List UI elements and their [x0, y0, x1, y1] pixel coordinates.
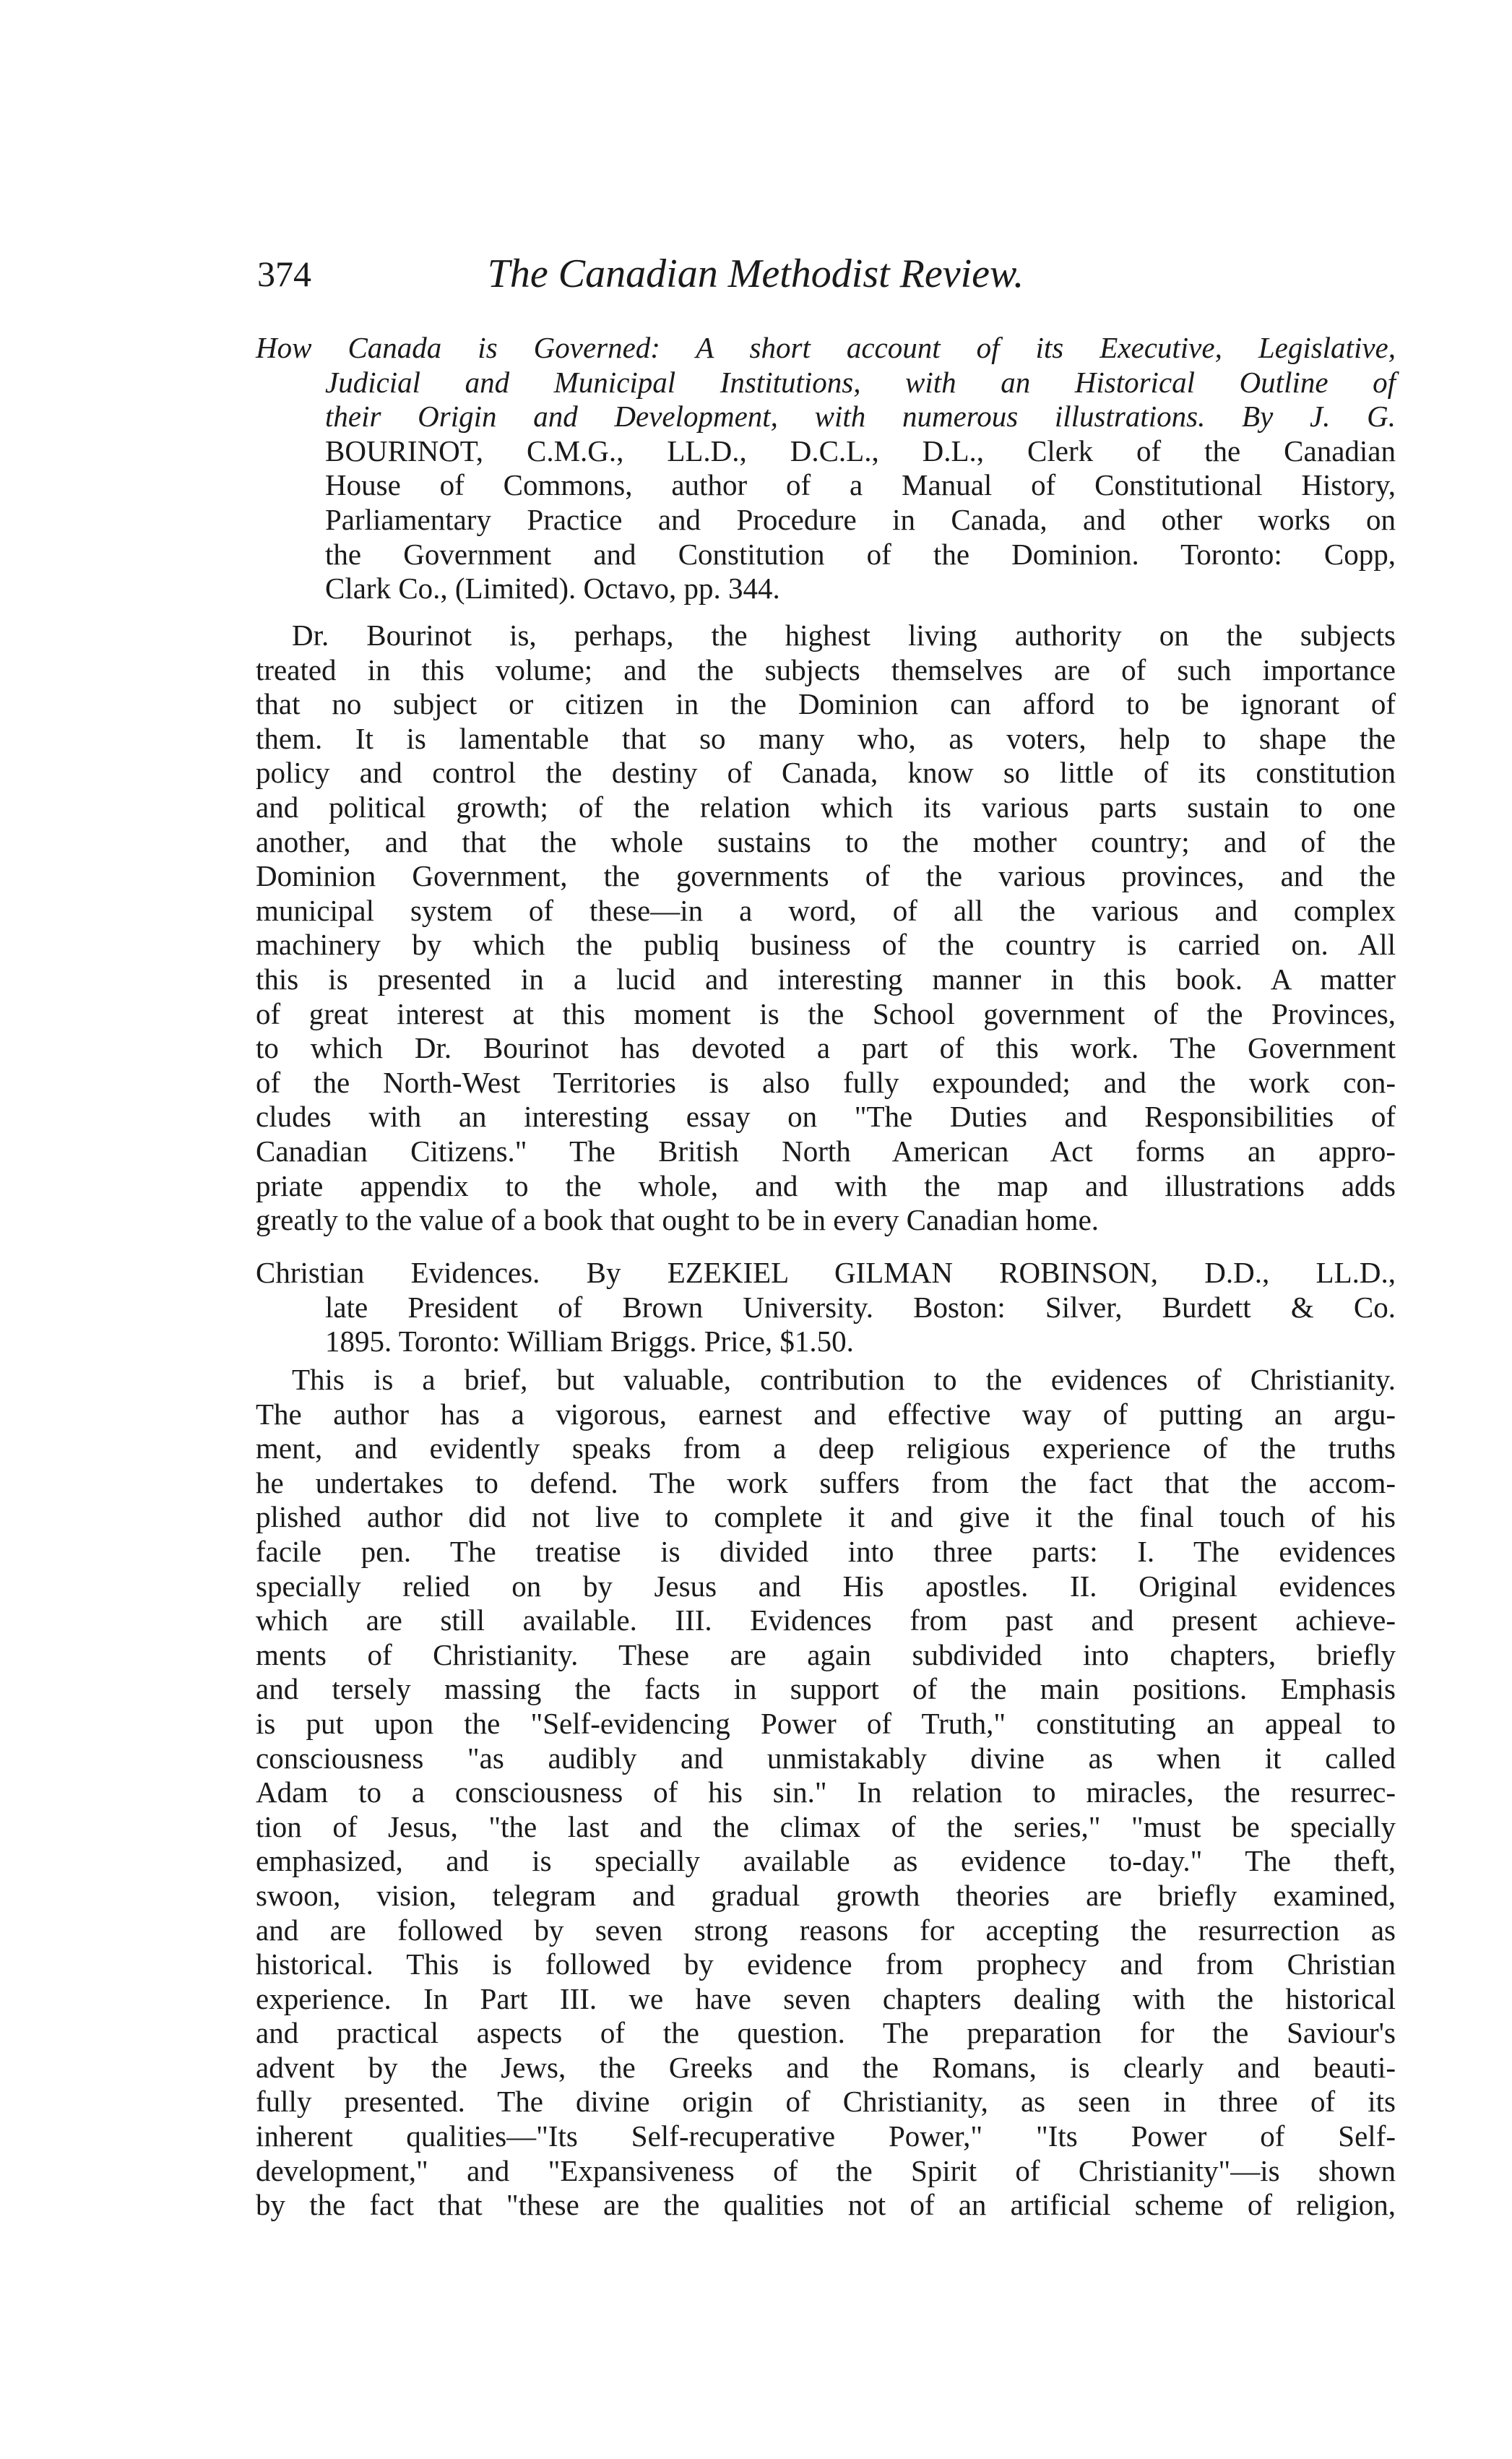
body-line: he undertakes to defend. The work suffers from the fact that the accom- — [256, 1465, 1396, 1499]
body-line: Dominion Government, the governments of the various provinces, and the — [256, 859, 1396, 893]
body-line: of the North-West Territories is also fully expounded; and the work con- — [256, 1065, 1396, 1099]
body-line: and practical aspects of the question. The preparation for the Saviour's — [256, 2016, 1396, 2050]
body-line: that no subject or citizen in the Dominion can afford to be ignorant of — [256, 687, 1396, 721]
body-line: inherent qualities—"Its Self-recuperative Power," "Its Power of Self- — [256, 2119, 1396, 2153]
body-line: The author has a vigorous, earnest and effective way of putting an argu- — [256, 1397, 1396, 1431]
review-1-body — [256, 619, 1396, 1238]
body-line: machinery by which the publiq business of the country is carried on. All — [256, 928, 1396, 962]
body-line: facile pen. The treatise is divided into three parts: I. The evidences — [256, 1534, 1396, 1568]
body-line: experience. In Part III. we have seven chapters dealing with the historical — [256, 1981, 1396, 2015]
body-line: another, and that the whole sustains to the mother country; and of the — [256, 824, 1396, 858]
citation-line: How Canada is Governed: A short account of its Executive, Legislative, — [256, 331, 1396, 364]
review-2-citation — [256, 1256, 1396, 1359]
citation-line: late President of Brown University. Boston: Silver, Burdett & Co. — [325, 1290, 1396, 1324]
review-1-citation — [256, 331, 1396, 606]
body-line: emphasized, and is specially available as evidence to-day." The theft, — [256, 1844, 1396, 1878]
page-header — [257, 251, 1254, 302]
body-line: by the fact that "these are the qualities not of an artificial scheme of religion, — [256, 2188, 1396, 2222]
citation-line: House of Commons, author of a Manual of Constitutional History, — [325, 468, 1396, 502]
citation-line: Parliamentary Practice and Procedure in Canada, and other works on — [325, 502, 1396, 536]
body-line: and are followed by seven strong reasons for accepting the resurrection as — [256, 1913, 1396, 1947]
page-number: 374 — [257, 254, 311, 294]
citation-line: 1895. Toronto: William Briggs. Price, $1.50. — [325, 1325, 854, 1358]
citation-line: BOURINOT, C.M.G., LL.D., D.C.L., D.L., Clerk of the Canadian — [325, 434, 1396, 468]
body-line: ment, and evidently speaks from a deep religious experience of the truths — [256, 1431, 1396, 1465]
body-line: of great interest at this moment is the School government of the Provinces, — [256, 996, 1396, 1030]
body-line: Adam to a consciousness of his sin." In relation to miracles, the resurrec- — [256, 1775, 1396, 1809]
body-line: this is presented in a lucid and interesting manner in this book. A matter — [256, 962, 1396, 996]
body-line: greatly to the value of a book that ought to be in every Canadian home. — [256, 1203, 1100, 1237]
running-title: The Canadian Methodist Review. — [487, 251, 1024, 296]
body-line: to which Dr. Bourinot has devoted a part of this work. The Government — [256, 1031, 1396, 1065]
body-line: and tersely massing the facts in support of the main positions. Emphasis — [256, 1672, 1396, 1706]
body-line: them. It is lamentable that so many who, as voters, help to shape the — [256, 721, 1396, 755]
body-line: Dr. Bourinot is, perhaps, the highest living authority on the subjects — [292, 619, 1396, 652]
citation-line: Judicial and Municipal Institutions, with an Historical Outline of — [325, 365, 1396, 399]
body-line: Canadian Citizens." The British North American Act forms an appro- — [256, 1134, 1396, 1168]
body-line: historical. This is followed by evidence from prophecy and from Christian — [256, 1947, 1396, 1981]
body-line: ments of Christianity. These are again subdivided into chapters, briefly — [256, 1637, 1396, 1671]
body-line: priate appendix to the whole, and with the map and illustrations adds — [256, 1168, 1396, 1202]
review-2-body — [256, 1363, 1396, 2223]
citation-line: Clark Co., (Limited). Octavo, pp. 344. — [325, 572, 780, 606]
body-line: development," and "Expansiveness of the Spirit of Christianity"—is shown — [256, 2153, 1396, 2187]
body-line: advent by the Jews, the Greeks and the Romans, is clearly and beauti- — [256, 2050, 1396, 2084]
body-line: tion of Jesus, "the last and the climax of the series," "must be specially — [256, 1809, 1396, 1843]
body-line: swoon, vision, telegram and gradual growth theories are briefly examined, — [256, 1878, 1396, 1912]
body-line: treated in this volume; and the subjects themselves are of such importance — [256, 653, 1396, 686]
citation-line: Christian Evidences. By EZEKIEL GILMAN ROBINSON, D.D., LL.D., — [256, 1256, 1396, 1289]
body-line: plished author did not live to complete it and give it the final touch of his — [256, 1500, 1396, 1534]
body-line: policy and control the destiny of Canada, know so little of its constitution — [256, 756, 1396, 790]
body-line: consciousness "as audibly and unmistakably divine as when it called — [256, 1741, 1396, 1775]
body-line: fully presented. The divine origin of Christianity, as seen in three of its — [256, 2085, 1396, 2119]
body-line: cludes with an interesting essay on "The Duties and Responsibilities of — [256, 1100, 1396, 1134]
body-line: is put upon the "Self-evidencing Power of Truth," constituting an appeal to — [256, 1706, 1396, 1740]
body-line: and political growth; of the relation which its various parts sustain to one — [256, 790, 1396, 824]
body-line: which are still available. III. Evidences from past and present achieve- — [256, 1603, 1396, 1637]
citation-line: their Origin and Development, with numerous illustrations. By J. G. — [325, 400, 1396, 434]
body-line: specially relied on by Jesus and His apostles. II. Original evidences — [256, 1569, 1396, 1603]
body-line: This is a brief, but valuable, contribution to the evidences of Christianity. — [292, 1363, 1396, 1396]
body-line: municipal system of these—in a word, of all the various and complex — [256, 893, 1396, 927]
citation-line: the Government and Constitution of the Dominion. Toronto: Copp, — [325, 537, 1396, 571]
